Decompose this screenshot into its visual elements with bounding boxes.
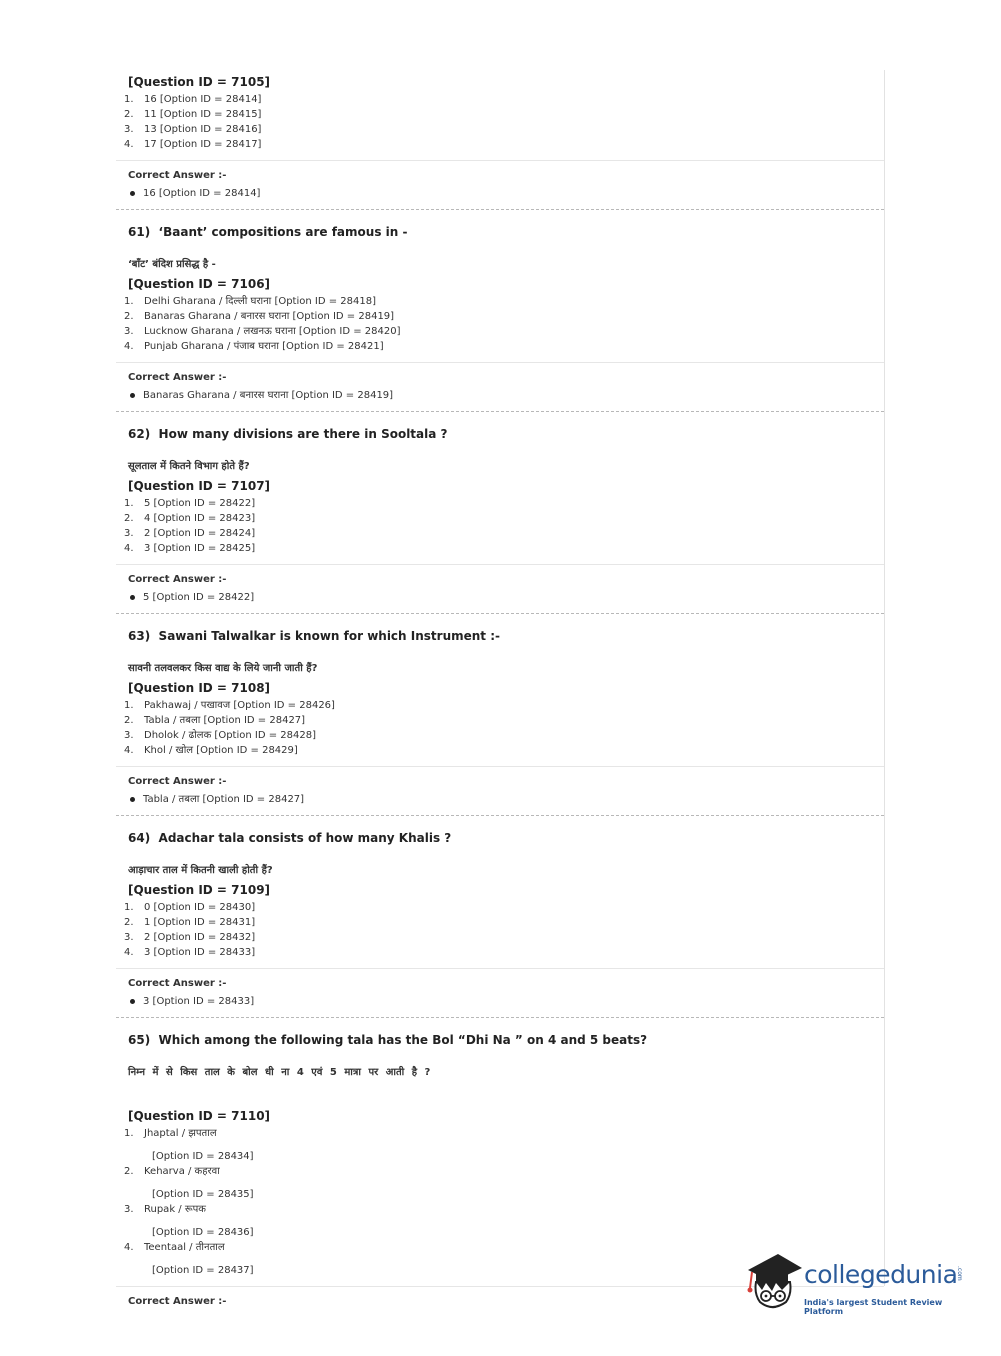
bullet-icon xyxy=(130,595,135,600)
option-item: 4. 17 [Option ID = 28417] xyxy=(124,139,262,150)
correct-answer: Banaras Gharana / बनारस घराना [Option ID = 28419] xyxy=(128,388,872,403)
question-text: 61) ‘Baant’ compositions are famous in - xyxy=(128,225,408,239)
divider xyxy=(116,160,884,161)
option-item: 1. 0 [Option ID = 28430] xyxy=(124,902,256,913)
question-id: [Question ID = 7106] xyxy=(128,277,271,291)
question-text: 65) Which among the following tala has the Bol “Dhi Na ” on 4 and 5 beats? xyxy=(128,1033,648,1047)
divider xyxy=(116,564,884,565)
correct-answer-label: Correct Answer :- xyxy=(128,1296,227,1307)
option-item: 2. 11 [Option ID = 28415] xyxy=(124,109,262,120)
options-list xyxy=(124,294,872,354)
question-text-hindi: सावनी तलवलकर किस वाद्य के लिये जानी जाती हैं? xyxy=(128,663,318,674)
correct-answer-block xyxy=(116,371,884,403)
question-block-65 xyxy=(116,1018,884,1278)
logo-domain: .com xyxy=(956,1266,963,1281)
divider xyxy=(116,362,884,363)
option-item: 3. Dholok / ढोलक [Option ID = 28428] xyxy=(124,730,316,741)
option-item: 3. 2 [Option ID = 28432] xyxy=(124,932,256,943)
correct-answer-label: Correct Answer :- xyxy=(128,372,227,383)
option-item: 3. Rupak / रूपक [Option ID = 28436] xyxy=(124,1204,254,1238)
option-item: 2. 1 [Option ID = 28431] xyxy=(124,917,256,928)
question-block-61 xyxy=(116,210,884,354)
option-item: 4. 3 [Option ID = 28433] xyxy=(124,947,256,958)
question-block-63 xyxy=(116,614,884,758)
option-item: 2. 4 [Option ID = 28423] xyxy=(124,513,256,524)
option-item: 3. Lucknow Gharana / लखनऊ घराना [Option ID = 28420] xyxy=(124,326,401,337)
options-list xyxy=(124,900,872,960)
options-list xyxy=(124,92,872,152)
bullet-icon xyxy=(130,999,135,1004)
question-id: [Question ID = 7105] xyxy=(128,75,271,89)
correct-answer-block xyxy=(116,775,884,807)
correct-answer: 3 [Option ID = 28433] xyxy=(128,994,872,1009)
option-item: 4. Punjab Gharana / पंजाब घराना [Option ID = 28421] xyxy=(124,341,384,352)
question-text: 63) Sawani Talwalkar is known for which Instrument :- xyxy=(128,629,500,643)
logo-tagline: India's largest Student Review Platform xyxy=(804,1298,943,1316)
correct-answer: Tabla / तबला [Option ID = 28427] xyxy=(128,792,872,807)
correct-answer-block xyxy=(116,977,884,1009)
correct-answer-label: Correct Answer :- xyxy=(128,170,227,181)
option-item: 4. Teentaal / तीनताल [Option ID = 28437] xyxy=(124,1242,254,1276)
question-block-64 xyxy=(116,816,884,960)
question-text-hindi: आड़ाचार ताल में कितनी खाली होती हैं? xyxy=(128,865,273,876)
correct-answer: 16 [Option ID = 28414] xyxy=(128,186,872,201)
options-list xyxy=(124,496,872,556)
option-item: 1. Jhaptal / झपताल [Option ID = 28434] xyxy=(124,1128,254,1162)
divider xyxy=(116,766,884,767)
option-item: 4. 3 [Option ID = 28425] xyxy=(124,543,256,554)
option-item: 1. Pakhawaj / पखावज [Option ID = 28426] xyxy=(124,700,335,711)
bullet-icon xyxy=(130,797,135,802)
option-item: 2. Keharva / कहरवा [Option ID = 28435] xyxy=(124,1166,254,1200)
correct-answer-label: Correct Answer :- xyxy=(128,978,227,989)
question-text-hindi: ‘बाँट’ बंदिश प्रसिद्ध है - xyxy=(128,259,216,270)
correct-answer-block xyxy=(116,169,884,201)
collegedunia-logo xyxy=(744,1250,974,1320)
correct-answer-label: Correct Answer :- xyxy=(128,776,227,787)
correct-answer-block xyxy=(116,573,884,605)
question-block-62 xyxy=(116,412,884,556)
option-item: 4. Khol / खोल [Option ID = 28429] xyxy=(124,745,298,756)
divider xyxy=(116,968,884,969)
logo-wordmark: collegedunia xyxy=(804,1260,958,1289)
bullet-icon xyxy=(130,393,135,398)
bullet-icon xyxy=(130,191,135,196)
question-id: [Question ID = 7110] xyxy=(128,1109,271,1123)
correct-answer: 5 [Option ID = 28422] xyxy=(128,590,872,605)
option-item: 1. 5 [Option ID = 28422] xyxy=(124,498,256,509)
question-text: 64) Adachar tala consists of how many Khalis ? xyxy=(128,831,452,845)
option-item: 3. 2 [Option ID = 28424] xyxy=(124,528,256,539)
question-id: [Question ID = 7107] xyxy=(128,479,271,493)
option-item: 1. 16 [Option ID = 28414] xyxy=(124,94,262,105)
question-id: [Question ID = 7108] xyxy=(128,681,271,695)
options-list xyxy=(124,698,872,758)
option-item: 2. Tabla / तबला [Option ID = 28427] xyxy=(124,715,306,726)
student-mascot-icon xyxy=(744,1250,804,1318)
question-id: [Question ID = 7109] xyxy=(128,883,271,897)
question-text-hindi: निम्न में से किस ताल के बोल धी ना 4 एवं 5 मात्रा पर आती है ? xyxy=(128,1067,431,1078)
option-item: 3. 13 [Option ID = 28416] xyxy=(124,124,262,135)
correct-answer-label: Correct Answer :- xyxy=(128,574,227,585)
question-block-7105 xyxy=(116,70,884,152)
question-text-hindi: सूलताल में कितने विभाग होते हैं? xyxy=(128,461,250,472)
question-text: 62) How many divisions are there in Sooltala ? xyxy=(128,427,448,441)
option-item: 1. Delhi Gharana / दिल्ली घराना [Option ID = 28418] xyxy=(124,296,376,307)
option-item: 2. Banaras Gharana / बनारस घराना [Option ID = 28419] xyxy=(124,311,395,322)
